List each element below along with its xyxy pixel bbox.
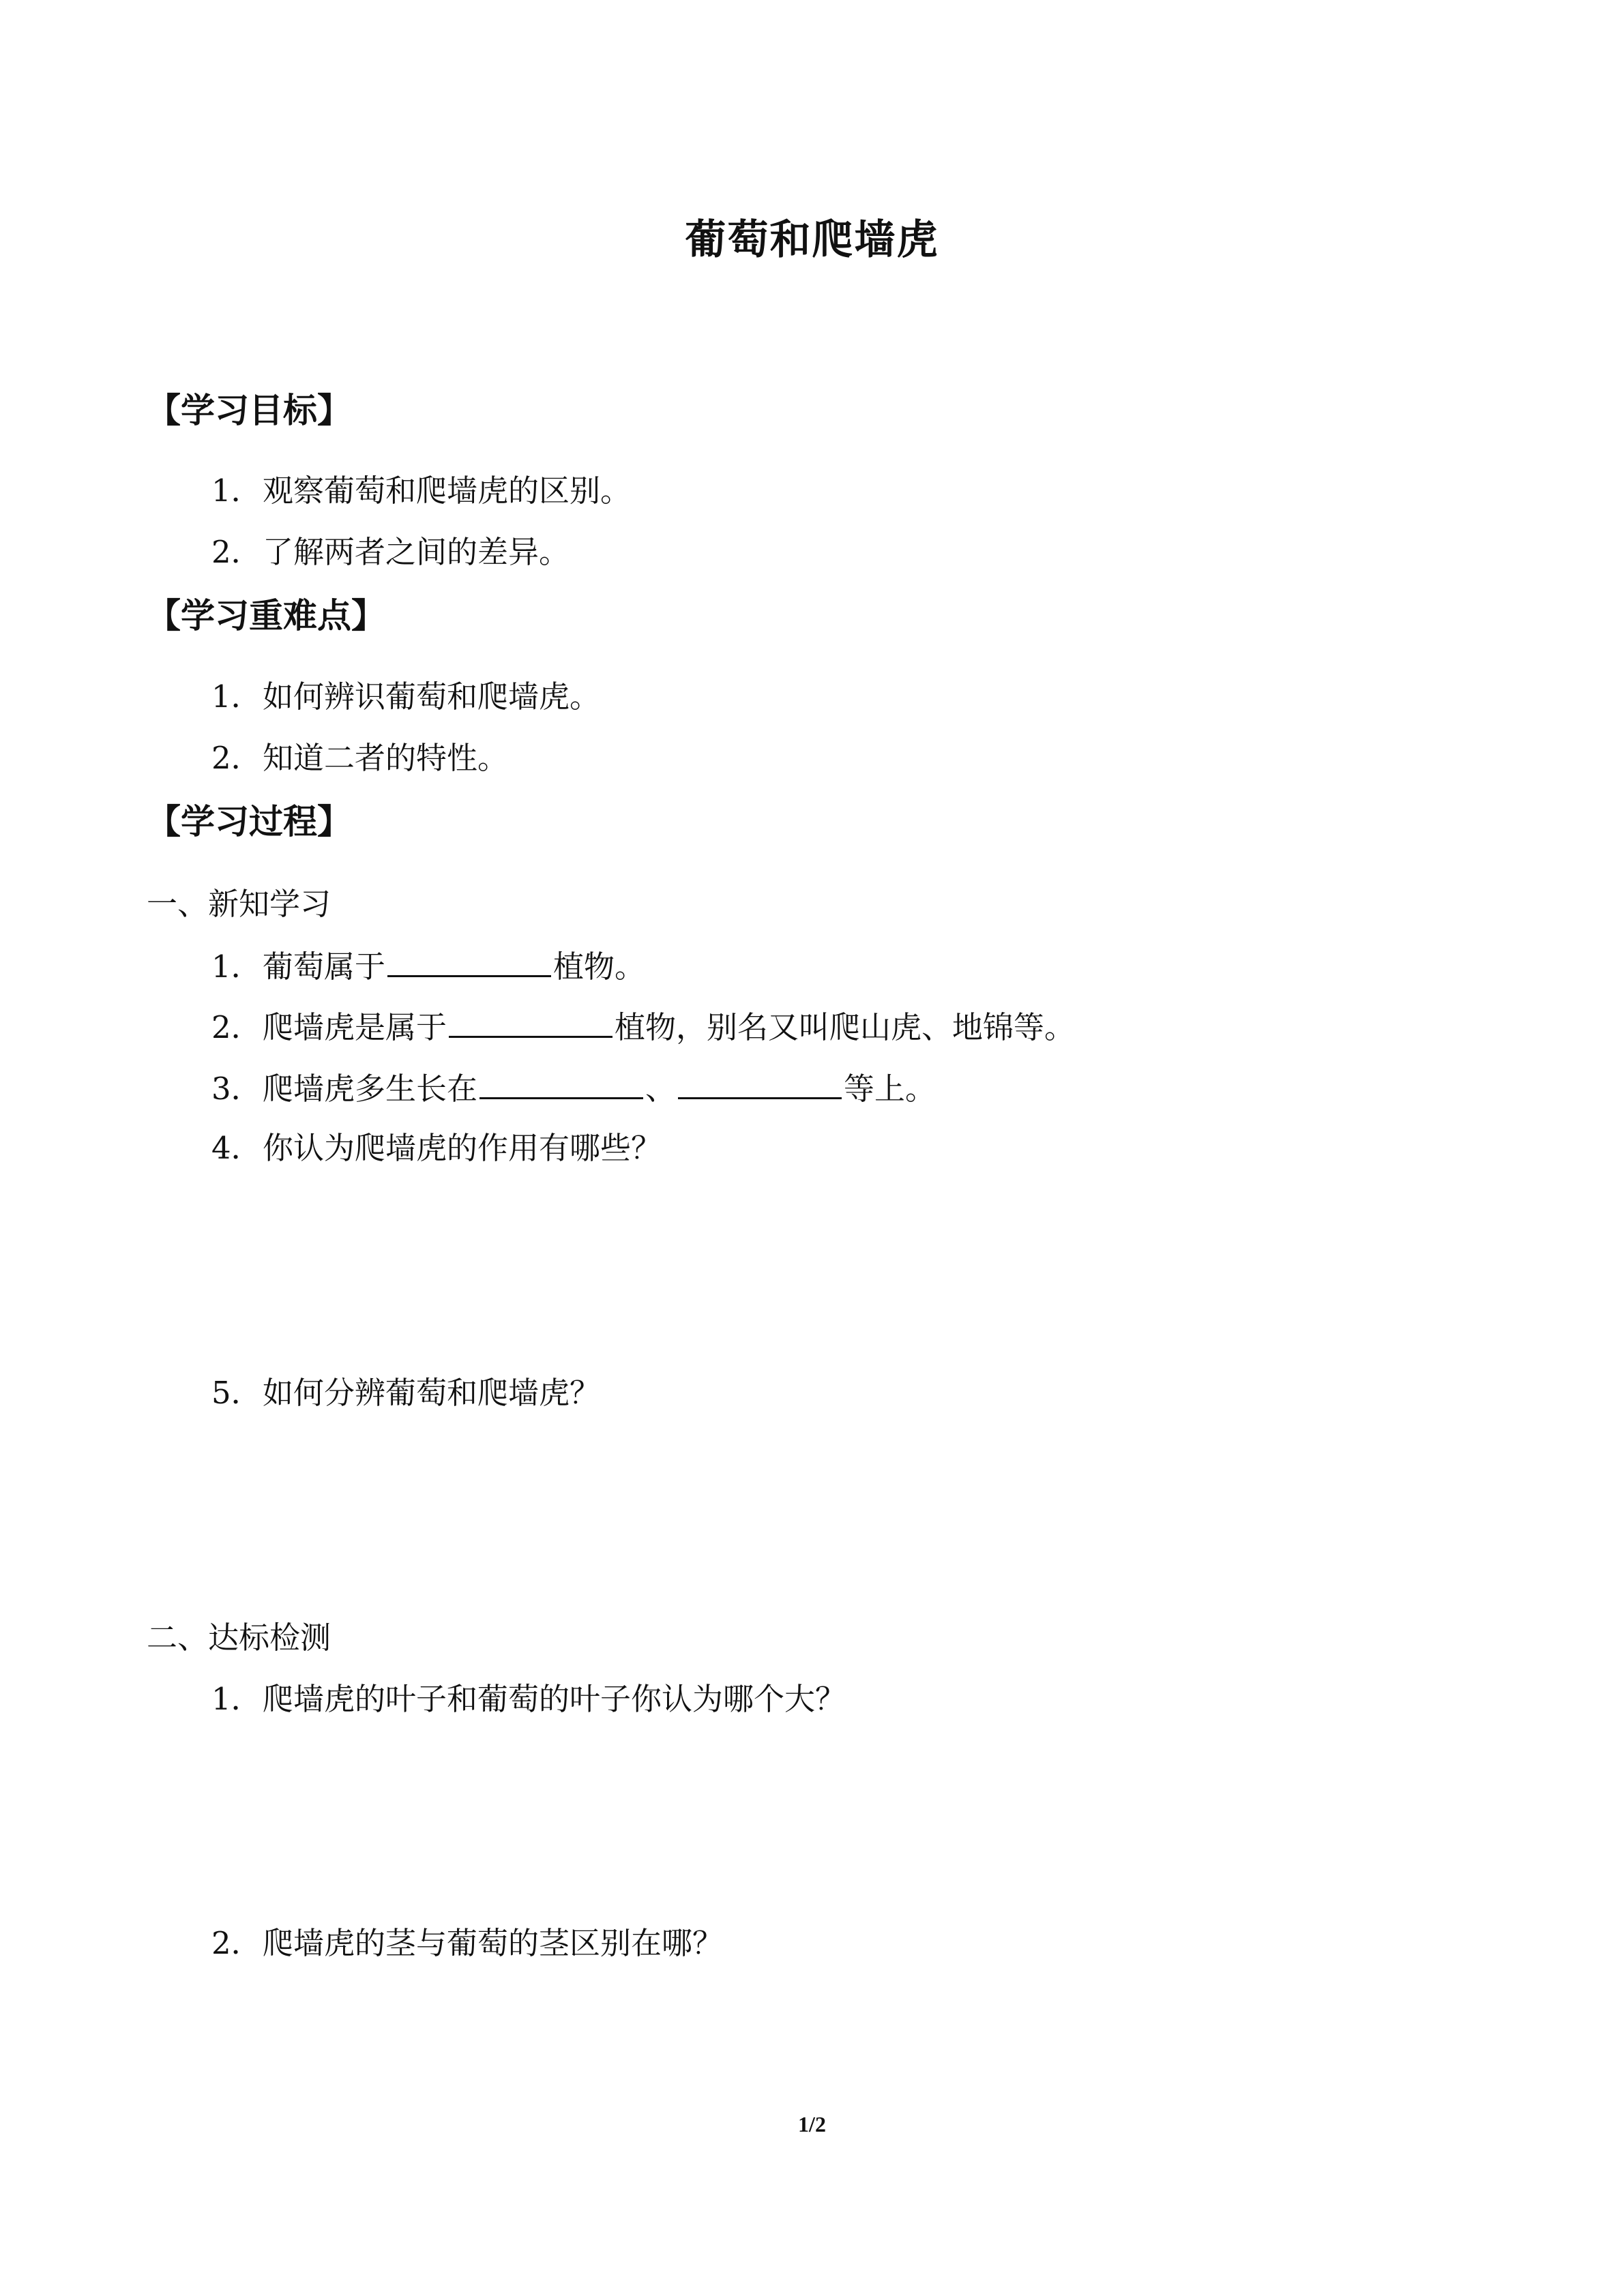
question-text: 如何分辨葡萄和爬墙虎？ [263, 1375, 601, 1411]
objective-item [211, 471, 631, 511]
item-text: 了解两者之间的差异。 [263, 534, 570, 570]
item-text: 如何辨识葡萄和爬墙虎。 [263, 679, 601, 715]
process-heading: 【学习过程】 [147, 802, 351, 841]
answer-blank[interactable] [449, 1006, 612, 1038]
question-text: 爬墙虎的茎与葡萄的茎区别在哪？ [263, 1925, 724, 1961]
item-number: 1． [211, 473, 262, 509]
question-text: 爬墙虎是属于 [263, 1009, 447, 1045]
item-number: 2． [211, 1925, 262, 1961]
page-title: 葡萄和爬墙虎 [685, 216, 939, 264]
question-4 [211, 1128, 662, 1169]
question-text: 植物。 [553, 949, 646, 985]
question-3 [211, 1067, 936, 1109]
key-point-item [211, 676, 600, 717]
question-text: 爬墙虎多生长在 [263, 1071, 478, 1107]
question-text: 等上。 [844, 1071, 936, 1107]
item-number: 5． [211, 1375, 262, 1411]
question-1 [211, 945, 645, 987]
question-2 [211, 1006, 1075, 1048]
section-label-new-knowledge: 一、新知学习 [147, 886, 331, 922]
assessment-question-2 [211, 1923, 723, 1964]
item-number: 1． [211, 679, 262, 715]
question-text: 爬墙虎的叶子和葡萄的叶子你认为哪个大？ [263, 1681, 846, 1717]
objective-item [211, 532, 570, 573]
item-number: 3． [211, 1071, 262, 1107]
item-number: 2． [211, 740, 262, 776]
question-text: 葡萄属于 [263, 949, 386, 985]
key-point-item [211, 738, 508, 779]
key-points-heading: 【学习重难点】 [147, 596, 385, 636]
item-number: 4． [211, 1130, 262, 1166]
answer-blank[interactable] [479, 1067, 643, 1099]
item-number: 2． [211, 534, 262, 570]
answer-blank[interactable] [387, 945, 551, 977]
objectives-heading: 【学习目标】 [147, 391, 351, 430]
question-5 [211, 1373, 600, 1414]
question-text: 你认为爬墙虎的作用有哪些？ [263, 1130, 662, 1166]
answer-blank[interactable] [678, 1067, 842, 1099]
section-label-assessment: 二、达标检测 [147, 1620, 331, 1656]
item-number: 1． [211, 949, 262, 985]
page-number: 1/2 [798, 2112, 826, 2136]
item-text: 观察葡萄和爬墙虎的区别。 [263, 473, 632, 509]
assessment-question-1 [211, 1679, 846, 1720]
item-number: 2． [211, 1009, 262, 1045]
item-text: 知道二者的特性。 [263, 740, 509, 776]
question-text: 植物，别名又叫爬山虎、地锦等。 [615, 1009, 1076, 1045]
question-text: 、 [645, 1071, 677, 1107]
item-number: 1． [211, 1681, 262, 1717]
